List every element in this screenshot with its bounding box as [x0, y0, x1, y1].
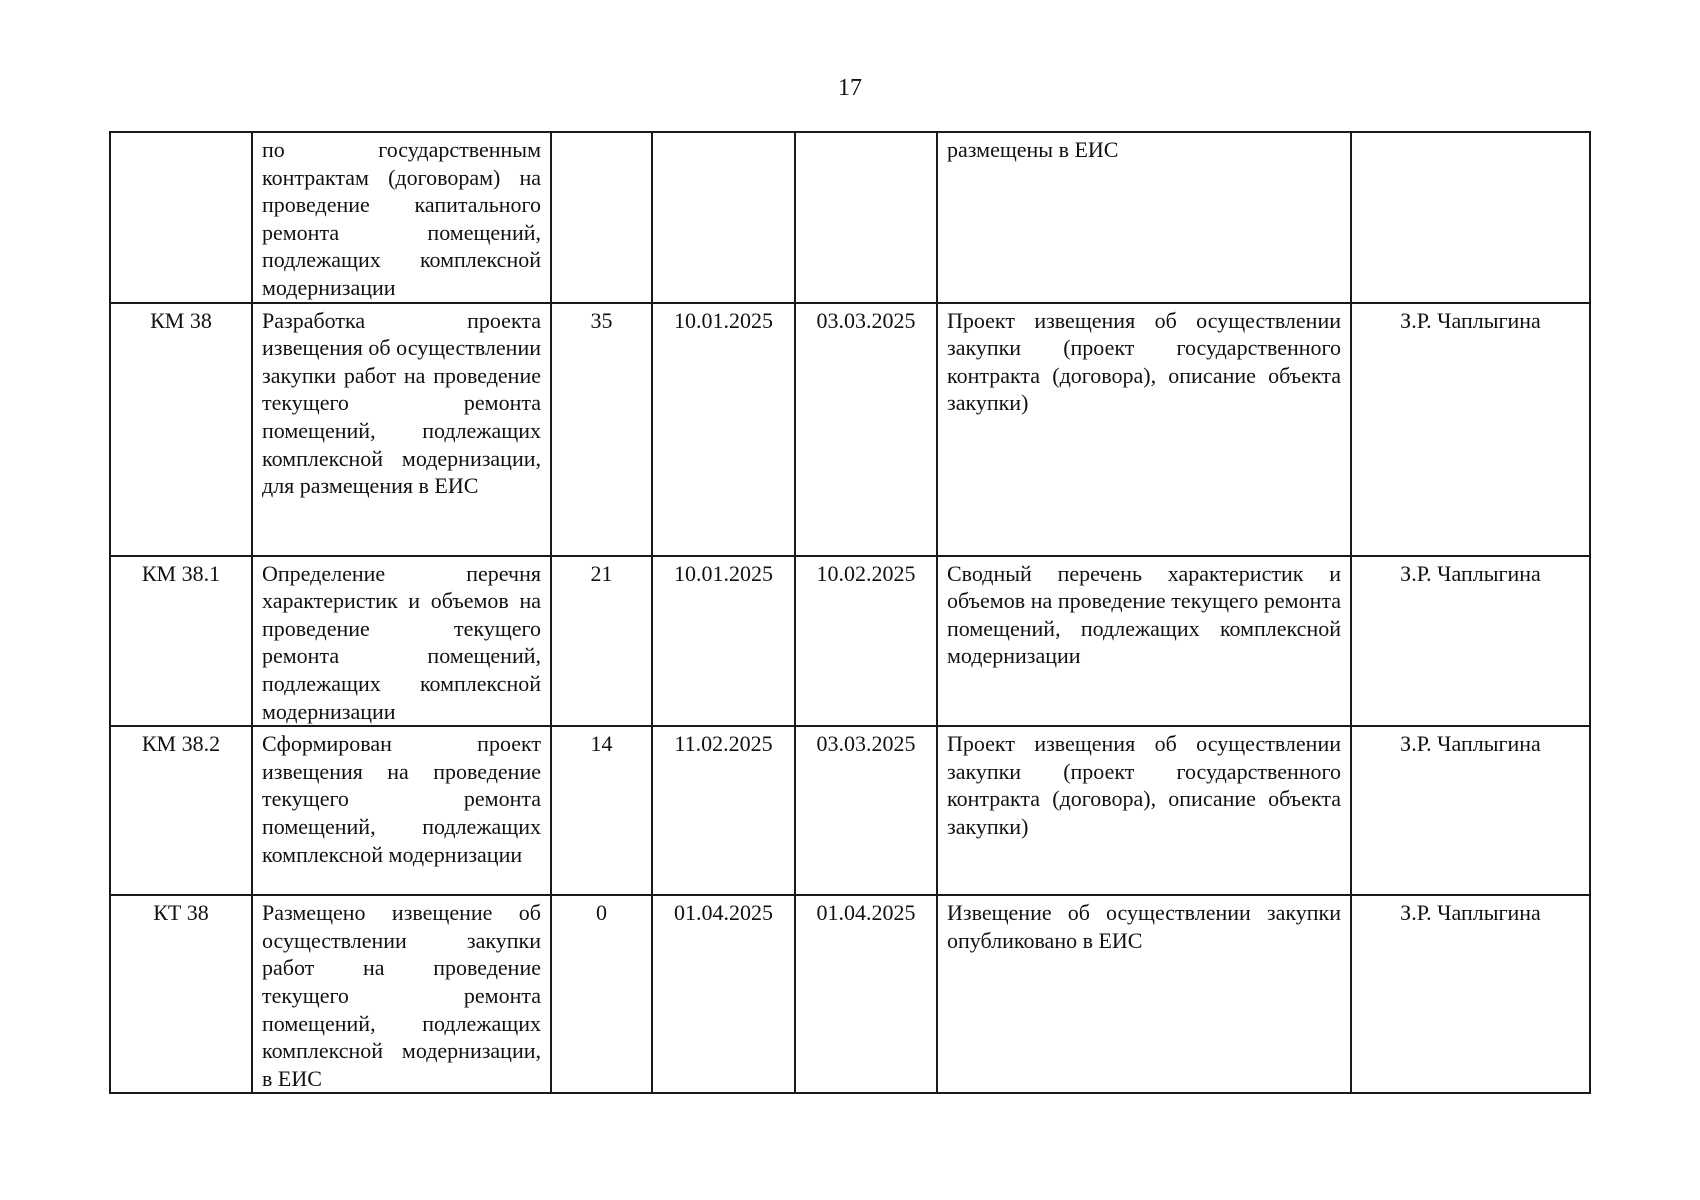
responsible-cell: З.Р. Чаплыгина	[1351, 895, 1590, 1093]
result-cell: Извещение об осуществлении закупки опубликовано в ЕИС	[937, 895, 1351, 1093]
schedule-table	[109, 131, 1591, 1094]
table-row	[110, 726, 1590, 895]
table-row	[110, 556, 1590, 727]
table-row	[110, 895, 1590, 1093]
result-cell: Проект извещения об осуществлении закупки (проект государственного контракта (договора), описание объекта закупки)	[937, 726, 1351, 895]
start-date-cell: 10.01.2025	[652, 556, 795, 727]
table-row	[110, 132, 1590, 303]
duration-cell: 0	[551, 895, 652, 1093]
duration-cell: 35	[551, 303, 652, 556]
duration-cell: 21	[551, 556, 652, 727]
milestone-code-cell: КМ 38.1	[110, 556, 252, 727]
milestone-name-cell: Размещено извещение об осуществлении закупки работ на проведение текущего ремонта помещений, подлежащих комплексной модернизации, в ЕИС	[252, 895, 551, 1093]
milestone-code-cell: КМ 38	[110, 303, 252, 556]
end-date-cell: 03.03.2025	[795, 726, 937, 895]
start-date-cell: 01.04.2025	[652, 895, 795, 1093]
table-row	[110, 303, 1590, 556]
milestone-name-cell: Разработка проекта извещения об осуществлении закупки работ на проведение текущего ремонта помещений, подлежащих комплексной модернизации, для размещения в ЕИС	[252, 303, 551, 556]
result-cell: Сводный перечень характеристик и объемов на проведение текущего ремонта помещений, подлежащих комплексной модернизации	[937, 556, 1351, 727]
responsible-cell: З.Р. Чаплыгина	[1351, 556, 1590, 727]
milestone-name-cell: Сформирован проект извещения на проведение текущего ремонта помещений, подлежащих комплексной модернизации	[252, 726, 551, 895]
result-cell: размещены в ЕИС	[937, 132, 1351, 303]
milestone-name-cell: по государственным контрактам (договорам) на проведение капитального ремонта помещений, подлежащих комплексной модернизации	[252, 132, 551, 303]
responsible-cell	[1351, 132, 1590, 303]
end-date-cell: 01.04.2025	[795, 895, 937, 1093]
milestone-code-cell: КМ 38.2	[110, 726, 252, 895]
result-cell: Проект извещения об осуществлении закупки (проект государственного контракта (договора), описание объекта закупки)	[937, 303, 1351, 556]
end-date-cell: 10.02.2025	[795, 556, 937, 727]
milestone-name-cell: Определение перечня характеристик и объемов на проведение текущего ремонта помещений, подлежащих комплексной модернизации	[252, 556, 551, 727]
start-date-cell: 11.02.2025	[652, 726, 795, 895]
responsible-cell: З.Р. Чаплыгина	[1351, 303, 1590, 556]
responsible-cell: З.Р. Чаплыгина	[1351, 726, 1590, 895]
milestone-code-cell	[110, 132, 252, 303]
page-number: 17	[838, 75, 862, 101]
milestone-code-cell: КТ 38	[110, 895, 252, 1093]
duration-cell	[551, 132, 652, 303]
duration-cell: 14	[551, 726, 652, 895]
end-date-cell: 03.03.2025	[795, 303, 937, 556]
start-date-cell: 10.01.2025	[652, 303, 795, 556]
start-date-cell	[652, 132, 795, 303]
end-date-cell	[795, 132, 937, 303]
